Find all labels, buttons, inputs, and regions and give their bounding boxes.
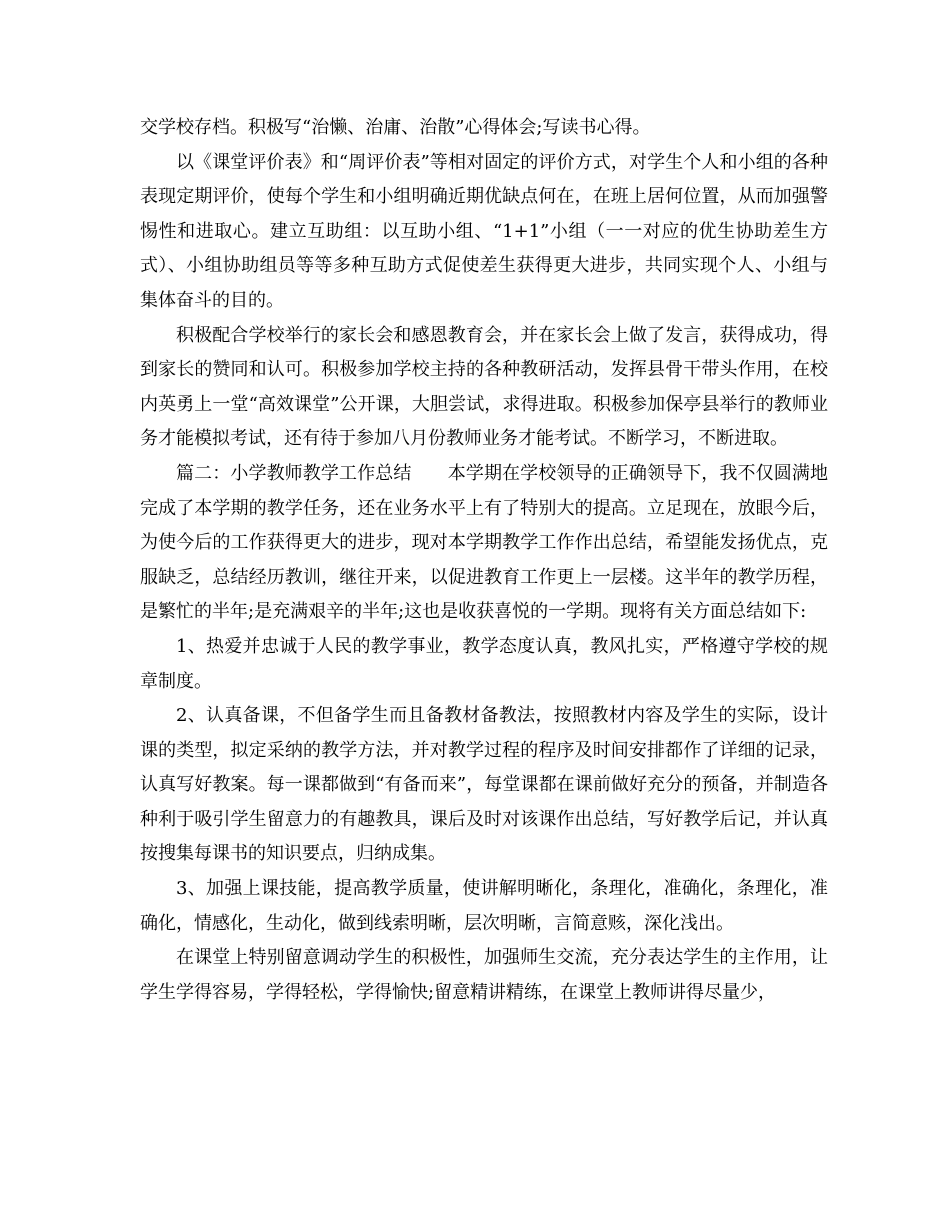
paragraph-evaluation: 以《课堂评价表》和“周评价表”等相对固定的评价方式，对学生个人和小组的各种表现定期评价，使每个学生和小组明确近期优缺点何在，在班上居何位置，从而加强警惕性和进取心。建立互助组：以互助小组、“1+1”小组（一一对应的优生协助差生方式）、小组协助组员等等多种互助方式促使差生获得更大进步，共同实现个人、小组与集体奋斗的目的。 bbox=[140, 151, 828, 311]
paragraph-item-2: 2、认真备课，不但备学生而且备教材备教法，按照教材内容及学生的实际，设计课的类型，拟定采纳的教学方法，并对教学过程的程序及时间安排都作了详细的记录，认真写好教案。每一课都做到“有备而来”，每堂课都在课前做好充分的预备，并制造各种利于吸引学生留意力的有趣教具，课后及时对该课作出总结，写好教学后记，并认真按搜集每课书的知识要点，归纳成集。 bbox=[140, 705, 828, 865]
paragraph-item-3: 3、加强上课技能，提高教学质量，使讲解明晰化，条理化，准确化，条理化，准确化，情感化，生动化，做到线索明晰，层次明晰，言简意赅，深化浅出。 bbox=[140, 878, 828, 934]
document-page bbox=[140, 111, 828, 1010]
paragraph-part-two-intro: 篇二：小学教师教学工作总结 本学期在学校领导的正确领导下，我不仅圆满地完成了本学期的教学任务，还在业务水平上有了特别大的提高。立足现在，放眼今后，为使今后的工作获得更大的进步，现对本学期教学工作作出总结，希望能发扬优点，克服缺乏，总结经历教训，继往开来，以促进教育工作更上一层楼。这半年的教学历程，是繁忙的半年;是充满艰辛的半年;这也是收获喜悦的一学期。现将有关方面总结如下: bbox=[140, 462, 828, 623]
paragraph-classroom: 在课堂上特别留意调动学生的积极性，加强师生交流，充分表达学生的主作用，让学生学得容易，学得轻松，学得愉快;留意精讲精练，在课堂上教师讲得尽量少， bbox=[140, 947, 828, 1003]
paragraph-continuation: 交学校存档。积极写“治懒、治庸、治散”心得体会;写读书心得。 bbox=[140, 117, 651, 138]
paragraph-parents-meeting: 积极配合学校举行的家长会和感恩教育会，并在家长会上做了发言，获得成功，得到家长的赞同和认可。积极参加学校主持的各种教研活动，发挥县骨干带头作用，在校内英勇上一堂“高效课堂”公开课，大胆尝试，求得进取。积极参加保亭县举行的教师业务才能模拟考试，还有待于参加八月份教师业务才能考试。不断学习，不断进取。 bbox=[140, 324, 828, 450]
paragraph-item-1: 1、热爱并忠诚于人民的教学事业，教学态度认真，教风扎实，严格遵守学校的规章制度。 bbox=[140, 635, 828, 692]
